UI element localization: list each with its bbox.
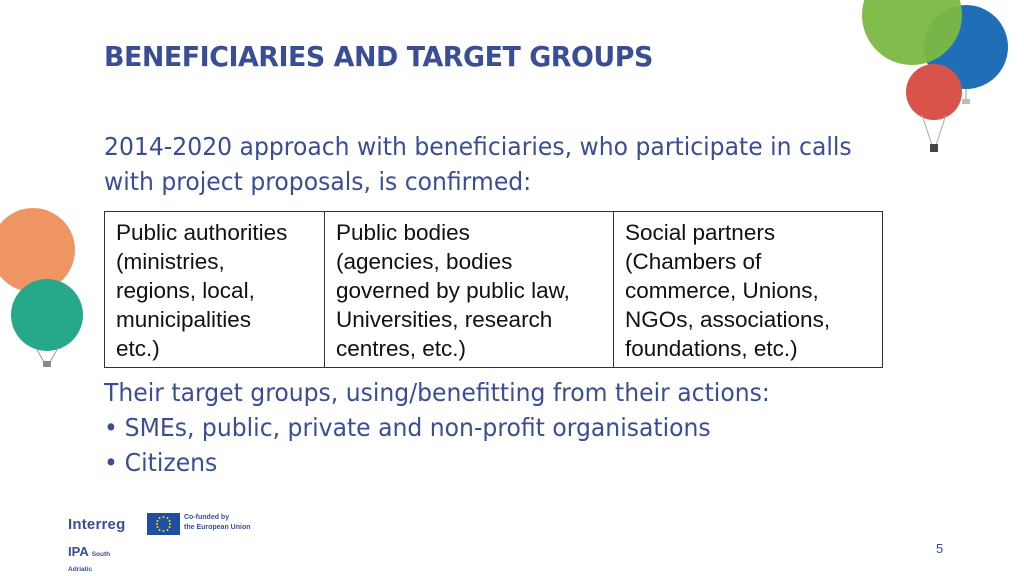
balloon-teal-icon [11,279,83,367]
beneficiaries-table [104,211,883,368]
eu-flag-icon [147,513,180,535]
ipa-logo-text: IPA [68,544,89,559]
balloon-green-icon [862,0,962,65]
target-groups-list [104,410,875,480]
table-cell-public-authorities: Public authorities (ministries, regions, local, municipalities etc.) [105,212,325,368]
table-cell-public-bodies: Public bodies (agencies, bodies governed by public law, Universities, research centres, etc.) [325,212,614,368]
list-item-label: Citizens [124,448,218,477]
bullet-icon: • [104,413,118,442]
eu-cofunded-label: Co-funded by the European Union [184,514,251,531]
list-item [104,445,875,480]
bullet-icon: • [104,448,118,477]
balloon-red-icon [906,64,962,152]
target-groups-heading: Their target groups, using/benefitting from their actions: [104,378,770,407]
slide-title: BENEFICIARIES AND TARGET GROUPS [104,40,653,73]
page-number: 5 [936,541,944,556]
ipa-logo [68,544,110,574]
list-item [104,410,875,445]
ipa-region-label: South Adriatic [68,551,111,573]
intro-text: 2014-2020 approach with beneficiaries, who participate in calls with project proposals, is confirmed: [104,132,852,196]
list-item-label: SMEs, public, private and non-profit organisations [124,413,711,442]
table-cell-social-partners: Social partners (Chambers of commerce, Unions, NGOs, associations, foundations, etc.) [614,212,883,368]
target-groups-section [104,375,875,480]
interreg-logo: Interreg [68,516,126,533]
balloon-blue-icon [924,5,1008,104]
balloon-orange-icon [0,208,75,292]
table-row [105,212,883,368]
